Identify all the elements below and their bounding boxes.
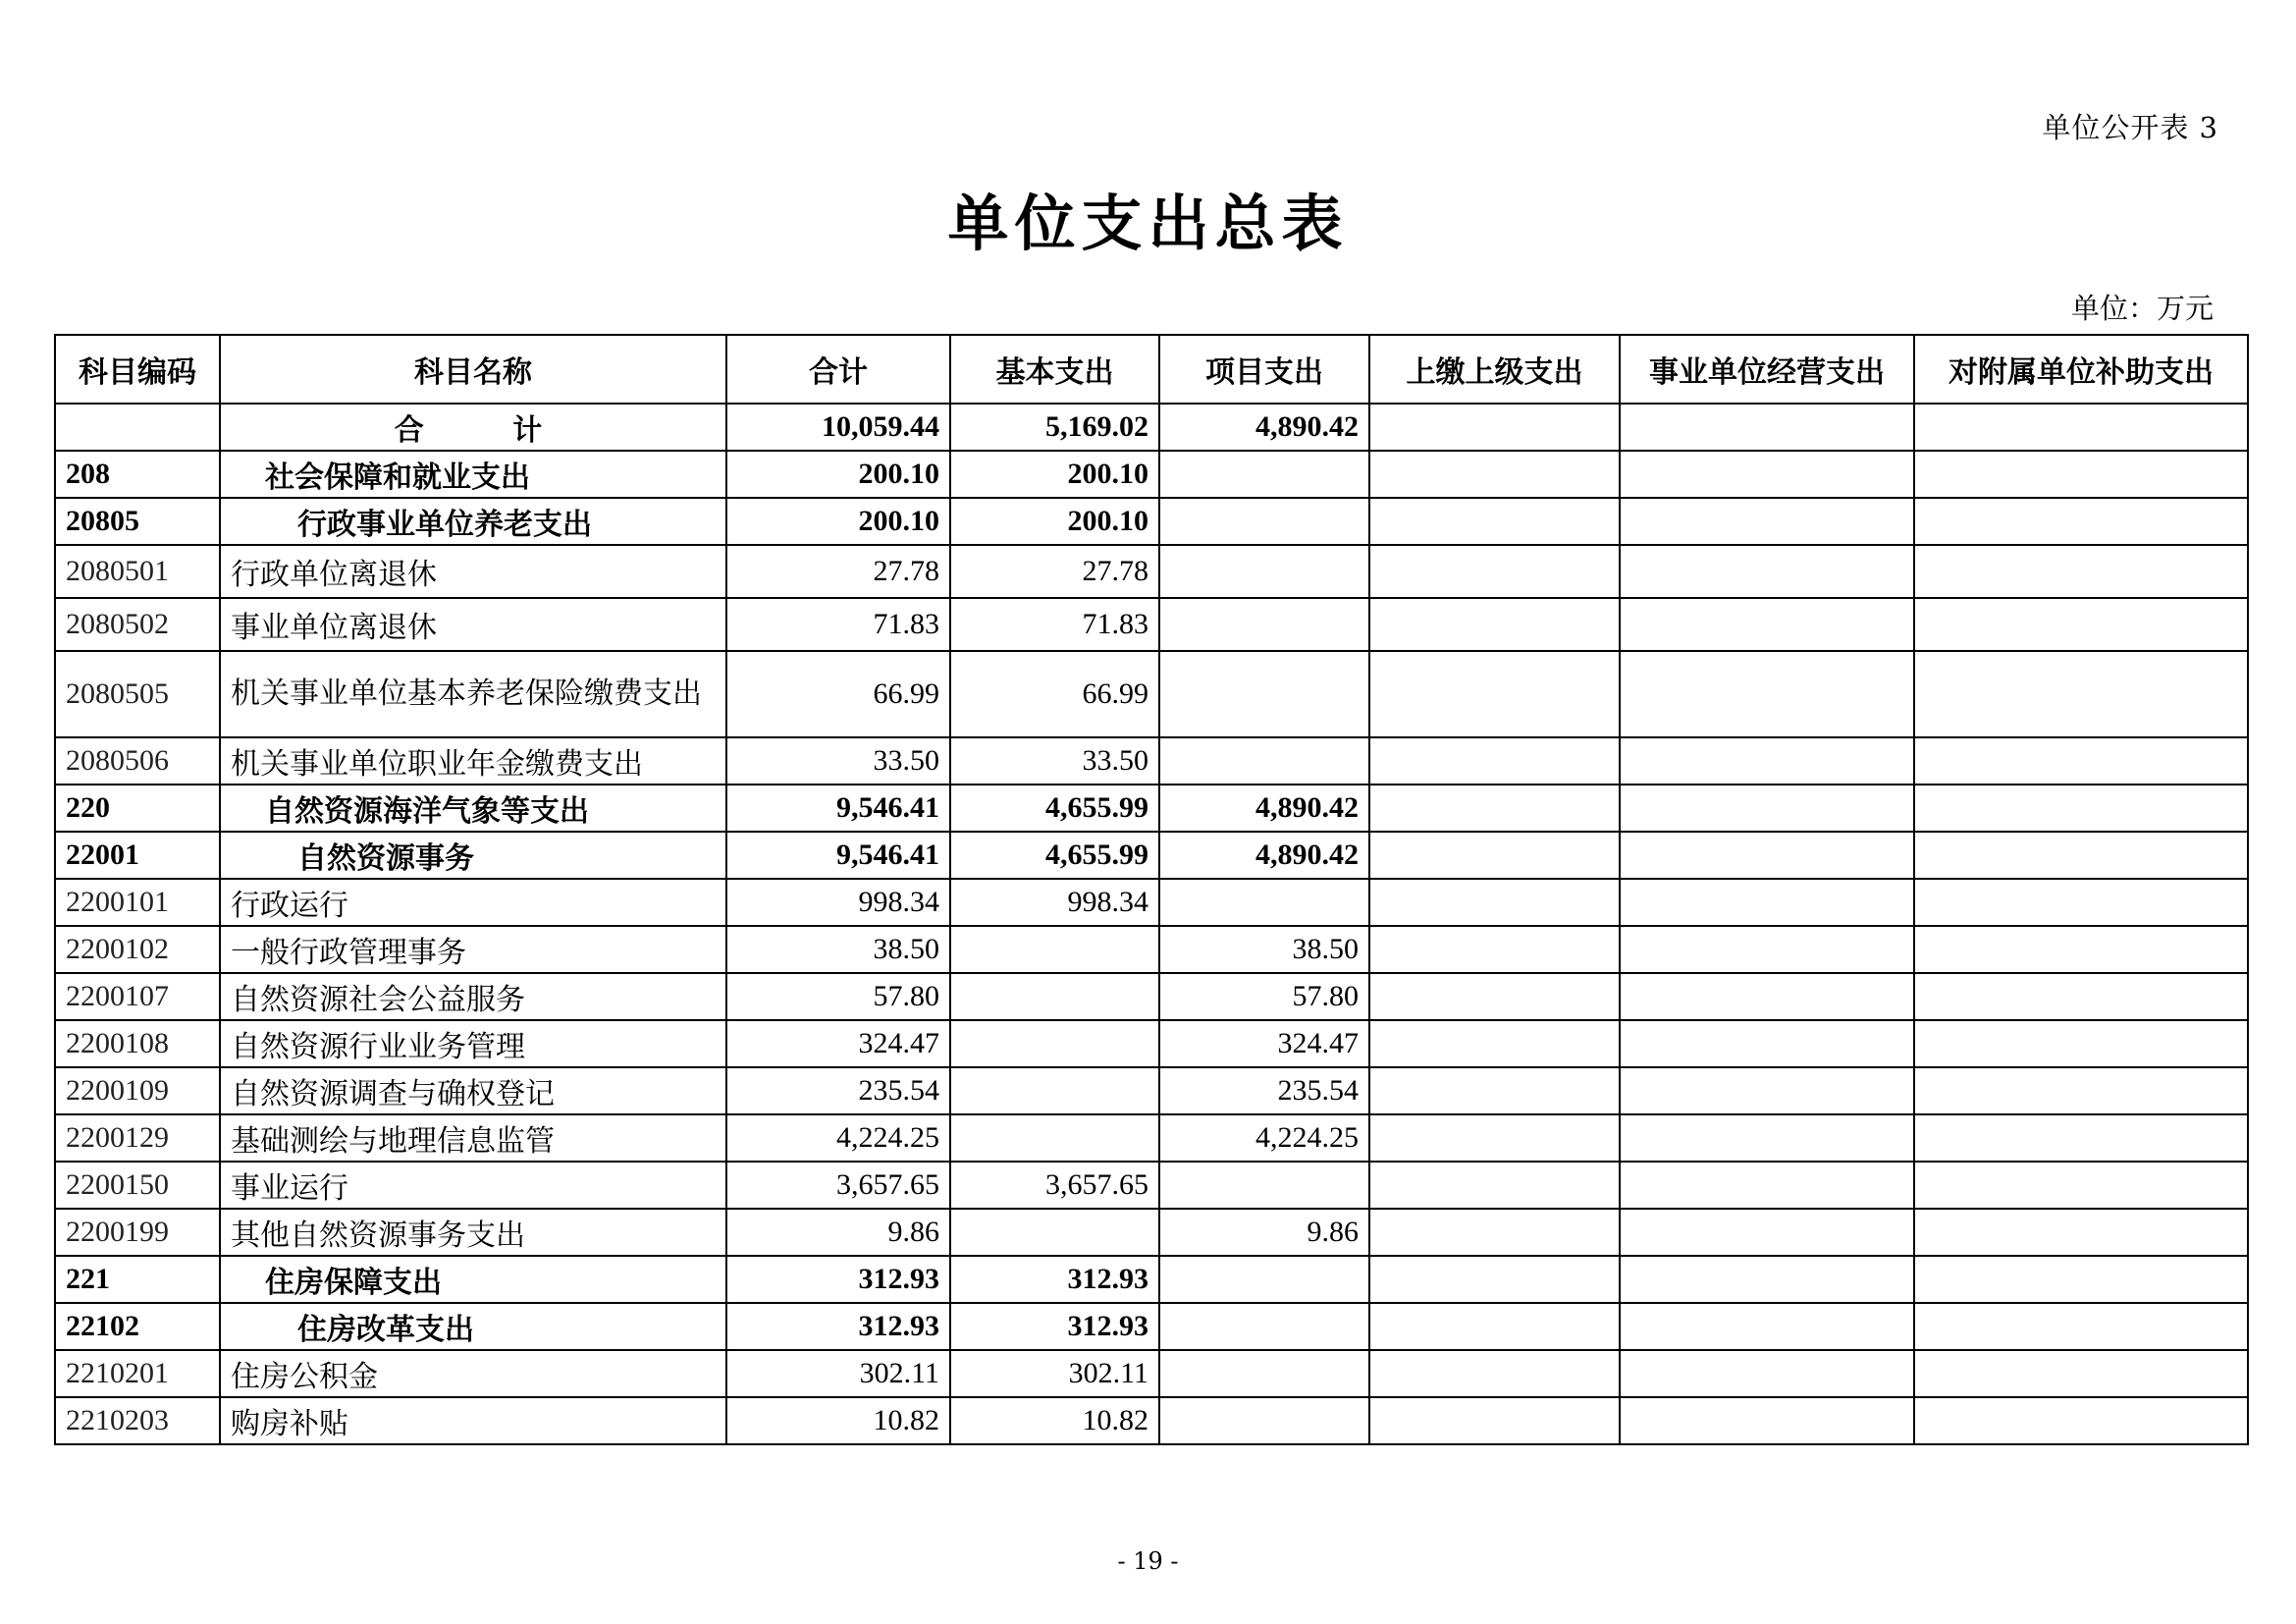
cell-basic: 200.10 — [950, 451, 1159, 498]
cell-business — [1620, 1397, 1914, 1444]
table-row — [55, 879, 2248, 926]
cell-project — [1159, 651, 1369, 737]
cell-basic — [950, 973, 1159, 1020]
cell-code — [55, 404, 220, 451]
cell-basic: 33.50 — [950, 737, 1159, 785]
cell-code: 2200107 — [55, 973, 220, 1020]
cell-name: 住房公积金 — [220, 1350, 726, 1397]
cell-upper — [1369, 973, 1620, 1020]
table-row — [55, 1067, 2248, 1114]
table-row — [55, 1256, 2248, 1303]
cell-name: 机关事业单位职业年金缴费支出 — [220, 737, 726, 785]
cell-code: 22102 — [55, 1303, 220, 1350]
cell-total: 312.93 — [726, 1303, 950, 1350]
cell-subsidy — [1914, 404, 2248, 451]
cell-subsidy — [1914, 451, 2248, 498]
cell-project — [1159, 598, 1369, 651]
cell-code: 2200199 — [55, 1209, 220, 1256]
cell-name: 基础测绘与地理信息监管 — [220, 1114, 726, 1162]
cell-total: 57.80 — [726, 973, 950, 1020]
cell-name: 其他自然资源事务支出 — [220, 1209, 726, 1256]
cell-name: 自然资源行业业务管理 — [220, 1020, 726, 1067]
cell-code: 2200108 — [55, 1020, 220, 1067]
cell-basic: 4,655.99 — [950, 832, 1159, 879]
cell-upper — [1369, 1303, 1620, 1350]
cell-upper — [1369, 651, 1620, 737]
header-total: 合计 — [726, 335, 950, 404]
cell-basic: 312.93 — [950, 1303, 1159, 1350]
cell-project: 4,224.25 — [1159, 1114, 1369, 1162]
cell-basic: 27.78 — [950, 545, 1159, 598]
cell-project — [1159, 451, 1369, 498]
cell-subsidy — [1914, 737, 2248, 785]
cell-subsidy — [1914, 1020, 2248, 1067]
cell-total: 9.86 — [726, 1209, 950, 1256]
cell-project: 4,890.42 — [1159, 832, 1369, 879]
table-row — [55, 451, 2248, 498]
cell-total: 10,059.44 — [726, 404, 950, 451]
cell-code: 2200129 — [55, 1114, 220, 1162]
cell-project: 9.86 — [1159, 1209, 1369, 1256]
table-row — [55, 598, 2248, 651]
cell-code: 2200150 — [55, 1162, 220, 1209]
cell-code: 2200101 — [55, 879, 220, 926]
cell-business — [1620, 1350, 1914, 1397]
cell-code: 2080502 — [55, 598, 220, 651]
cell-business — [1620, 545, 1914, 598]
cell-total: 33.50 — [726, 737, 950, 785]
header-upper: 上缴上级支出 — [1369, 335, 1620, 404]
cell-basic — [950, 1020, 1159, 1067]
cell-basic: 3,657.65 — [950, 1162, 1159, 1209]
cell-upper — [1369, 926, 1620, 973]
cell-total: 4,224.25 — [726, 1114, 950, 1162]
table-row — [55, 545, 2248, 598]
cell-total: 27.78 — [726, 545, 950, 598]
cell-name: 合 计 — [220, 404, 726, 451]
cell-basic — [950, 1209, 1159, 1256]
cell-total: 3,657.65 — [726, 1162, 950, 1209]
cell-basic — [950, 1067, 1159, 1114]
cell-business — [1620, 1020, 1914, 1067]
cell-business — [1620, 1303, 1914, 1350]
cell-name: 行政运行 — [220, 879, 726, 926]
cell-upper — [1369, 1067, 1620, 1114]
header-subsidy: 对附属单位补助支出 — [1914, 335, 2248, 404]
cell-name: 住房改革支出 — [220, 1303, 726, 1350]
cell-basic: 998.34 — [950, 879, 1159, 926]
cell-upper — [1369, 1162, 1620, 1209]
cell-total: 66.99 — [726, 651, 950, 737]
table-row — [55, 1397, 2248, 1444]
cell-business — [1620, 1162, 1914, 1209]
table-row — [55, 737, 2248, 785]
cell-name: 社会保障和就业支出 — [220, 451, 726, 498]
cell-subsidy — [1914, 879, 2248, 926]
cell-name: 机关事业单位基本养老保险缴费支出 — [220, 651, 726, 737]
cell-name: 一般行政管理事务 — [220, 926, 726, 973]
cell-subsidy — [1914, 545, 2248, 598]
cell-business — [1620, 651, 1914, 737]
cell-business — [1620, 598, 1914, 651]
cell-project — [1159, 1397, 1369, 1444]
cell-subsidy — [1914, 498, 2248, 545]
cell-code: 2200102 — [55, 926, 220, 973]
cell-business — [1620, 737, 1914, 785]
cell-business — [1620, 879, 1914, 926]
page-title: 单位支出总表 — [947, 188, 1349, 259]
cell-code: 221 — [55, 1256, 220, 1303]
table-row — [55, 1020, 2248, 1067]
cell-code: 2080506 — [55, 737, 220, 785]
cell-upper — [1369, 879, 1620, 926]
table-row — [55, 832, 2248, 879]
cell-total: 10.82 — [726, 1397, 950, 1444]
cell-business — [1620, 973, 1914, 1020]
cell-total: 200.10 — [726, 498, 950, 545]
cell-code: 2080501 — [55, 545, 220, 598]
form-number: 单位公开表 3 — [2042, 111, 2218, 144]
cell-code: 22001 — [55, 832, 220, 879]
cell-subsidy — [1914, 598, 2248, 651]
cell-basic: 302.11 — [950, 1350, 1159, 1397]
cell-project — [1159, 545, 1369, 598]
cell-total: 38.50 — [726, 926, 950, 973]
table-row-total — [55, 404, 2248, 451]
table-row — [55, 1303, 2248, 1350]
cell-business — [1620, 1067, 1914, 1114]
cell-subsidy — [1914, 1067, 2248, 1114]
cell-upper — [1369, 737, 1620, 785]
cell-upper — [1369, 498, 1620, 545]
cell-name: 事业运行 — [220, 1162, 726, 1209]
table-row — [55, 1350, 2248, 1397]
cell-name: 行政事业单位养老支出 — [220, 498, 726, 545]
cell-code: 2080505 — [55, 651, 220, 737]
cell-business — [1620, 1256, 1914, 1303]
cell-business — [1620, 1209, 1914, 1256]
cell-code: 208 — [55, 451, 220, 498]
unit-label: 单位：万元 — [2070, 292, 2214, 325]
cell-subsidy — [1914, 1303, 2248, 1350]
cell-subsidy — [1914, 1256, 2248, 1303]
header-name: 科目名称 — [220, 335, 726, 404]
cell-business — [1620, 498, 1914, 545]
cell-subsidy — [1914, 1350, 2248, 1397]
cell-project — [1159, 1256, 1369, 1303]
table-row — [55, 973, 2248, 1020]
cell-subsidy — [1914, 785, 2248, 832]
cell-name: 自然资源海洋气象等支出 — [220, 785, 726, 832]
cell-project — [1159, 498, 1369, 545]
cell-total: 312.93 — [726, 1256, 950, 1303]
cell-upper — [1369, 785, 1620, 832]
cell-business — [1620, 404, 1914, 451]
cell-upper — [1369, 832, 1620, 879]
cell-name: 事业单位离退休 — [220, 598, 726, 651]
cell-subsidy — [1914, 1162, 2248, 1209]
cell-total: 324.47 — [726, 1020, 950, 1067]
cell-basic — [950, 926, 1159, 973]
cell-project: 235.54 — [1159, 1067, 1369, 1114]
cell-basic: 200.10 — [950, 498, 1159, 545]
cell-total: 200.10 — [726, 451, 950, 498]
cell-project — [1159, 1350, 1369, 1397]
cell-total: 998.34 — [726, 879, 950, 926]
cell-business — [1620, 832, 1914, 879]
cell-basic: 10.82 — [950, 1397, 1159, 1444]
cell-subsidy — [1914, 651, 2248, 737]
table-row — [55, 926, 2248, 973]
cell-project: 4,890.42 — [1159, 785, 1369, 832]
cell-project: 57.80 — [1159, 973, 1369, 1020]
cell-basic: 71.83 — [950, 598, 1159, 651]
cell-basic: 5,169.02 — [950, 404, 1159, 451]
cell-business — [1620, 1114, 1914, 1162]
cell-upper — [1369, 1350, 1620, 1397]
cell-subsidy — [1914, 926, 2248, 973]
table-row — [55, 651, 2248, 737]
cell-business — [1620, 785, 1914, 832]
cell-basic — [950, 1114, 1159, 1162]
cell-subsidy — [1914, 1209, 2248, 1256]
cell-upper — [1369, 1256, 1620, 1303]
cell-business — [1620, 926, 1914, 973]
cell-total: 302.11 — [726, 1350, 950, 1397]
cell-upper — [1369, 1397, 1620, 1444]
cell-project: 324.47 — [1159, 1020, 1369, 1067]
cell-project — [1159, 1162, 1369, 1209]
table-row — [55, 1162, 2248, 1209]
cell-subsidy — [1914, 832, 2248, 879]
cell-code: 2200109 — [55, 1067, 220, 1114]
expenditure-table — [54, 334, 2249, 1445]
cell-project: 38.50 — [1159, 926, 1369, 973]
cell-total: 9,546.41 — [726, 785, 950, 832]
page-number: - 19 - — [1117, 1547, 1179, 1575]
cell-name: 住房保障支出 — [220, 1256, 726, 1303]
table-header-row — [55, 335, 2248, 404]
cell-upper — [1369, 598, 1620, 651]
cell-upper — [1369, 1020, 1620, 1067]
cell-upper — [1369, 404, 1620, 451]
cell-total: 235.54 — [726, 1067, 950, 1114]
table-row — [55, 498, 2248, 545]
header-business: 事业单位经营支出 — [1620, 335, 1914, 404]
cell-upper — [1369, 451, 1620, 498]
cell-total: 9,546.41 — [726, 832, 950, 879]
cell-name: 自然资源社会公益服务 — [220, 973, 726, 1020]
cell-upper — [1369, 545, 1620, 598]
cell-subsidy — [1914, 1114, 2248, 1162]
cell-code: 20805 — [55, 498, 220, 545]
cell-project: 4,890.42 — [1159, 404, 1369, 451]
table-row — [55, 1114, 2248, 1162]
cell-project — [1159, 879, 1369, 926]
table-row — [55, 1209, 2248, 1256]
header-code: 科目编码 — [55, 335, 220, 404]
cell-name: 自然资源调查与确权登记 — [220, 1067, 726, 1114]
cell-name: 行政单位离退休 — [220, 545, 726, 598]
cell-upper — [1369, 1114, 1620, 1162]
header-project: 项目支出 — [1159, 335, 1369, 404]
cell-subsidy — [1914, 1397, 2248, 1444]
cell-subsidy — [1914, 973, 2248, 1020]
cell-business — [1620, 451, 1914, 498]
cell-upper — [1369, 1209, 1620, 1256]
cell-name: 购房补贴 — [220, 1397, 726, 1444]
cell-name: 自然资源事务 — [220, 832, 726, 879]
cell-total: 71.83 — [726, 598, 950, 651]
header-basic: 基本支出 — [950, 335, 1159, 404]
table-row — [55, 785, 2248, 832]
cell-basic: 66.99 — [950, 651, 1159, 737]
cell-project — [1159, 1303, 1369, 1350]
cell-code: 220 — [55, 785, 220, 832]
cell-basic: 4,655.99 — [950, 785, 1159, 832]
cell-code: 2210201 — [55, 1350, 220, 1397]
cell-code: 2210203 — [55, 1397, 220, 1444]
cell-basic: 312.93 — [950, 1256, 1159, 1303]
cell-project — [1159, 737, 1369, 785]
